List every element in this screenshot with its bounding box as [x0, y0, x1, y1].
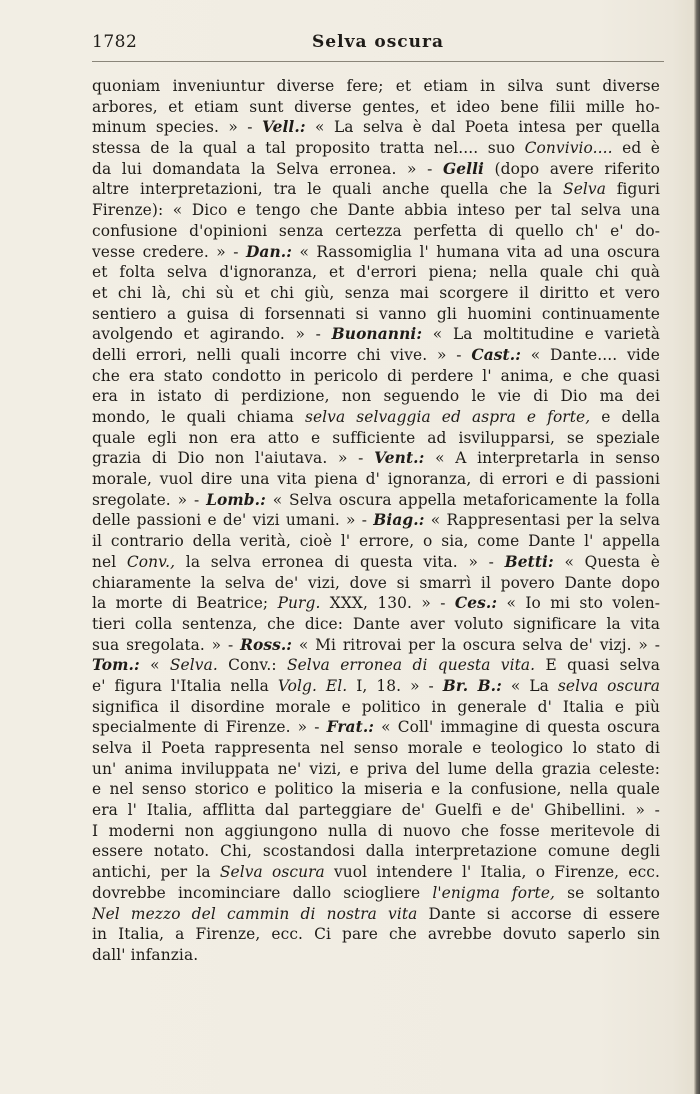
italic-text: Volg. El.	[277, 676, 348, 695]
text-line	[92, 904, 660, 925]
text-run: vuol intendere l' Italia, o Firenze, ecc.	[324, 863, 660, 882]
text-run: e della	[590, 408, 660, 426]
author-abbreviation: Dan.:	[245, 242, 293, 261]
text-run: specialmente di Firenze. » -	[92, 718, 327, 737]
italic-text: Purg.	[277, 594, 321, 613]
text-line	[92, 179, 660, 200]
text-run: « La moltitudine e varietà	[422, 325, 660, 344]
text-run: Conv.:	[217, 656, 287, 675]
text-run: minum species. » -	[92, 118, 262, 137]
text-line	[92, 97, 660, 118]
text-run: delli errori, nelli quali incorre chi vive. » -	[92, 345, 472, 364]
text-line	[92, 76, 660, 97]
text-run: altre interpretazioni, tra le quali anche quella che la	[92, 180, 564, 199]
text-run: chiaramente la selva de' vizi, dove si smarrì il povero Dante dopo	[92, 573, 660, 592]
text-line	[92, 469, 660, 490]
text-line	[92, 262, 660, 283]
text-line	[92, 800, 660, 821]
italic-text: Conv.,	[126, 552, 176, 571]
italic-text: Selva oscura	[219, 863, 325, 882]
author-abbreviation: Vent.:	[374, 449, 425, 468]
text-run: « A interpretarla in senso	[424, 449, 660, 468]
text-run: stessa de la qual a tal proposito tratta nel.... suo	[92, 139, 525, 158]
text-run: essere notato. Chi, scostandosi dalla interpretazione comune degli	[92, 842, 660, 861]
author-abbreviation: Buonanni:	[331, 325, 423, 344]
text-run: sentiero a guisa di forsennati si vanno gli huomini continuamente	[92, 304, 660, 323]
italic-text: Nel mezzo del cammin di nostra vita	[92, 904, 418, 923]
text-line	[92, 531, 660, 552]
text-line	[92, 200, 660, 221]
text-line	[92, 697, 660, 718]
text-run: dall' infanzia.	[92, 945, 199, 964]
text-run: XXX, 130. » -	[320, 594, 455, 613]
text-line	[92, 945, 660, 966]
text-line	[92, 242, 660, 263]
text-run: Dante si accorse di essere	[417, 904, 660, 923]
author-abbreviation: Gelli	[442, 159, 484, 178]
text-run: grazia di Dio non l'aiutava. » -	[92, 449, 375, 468]
author-abbreviation: Biag.:	[373, 511, 425, 530]
text-run: antichi, per la	[92, 863, 220, 882]
text-run: la selva erronea di questa vita. » -	[175, 552, 505, 571]
author-abbreviation: Cast.:	[471, 345, 521, 364]
book-spine-edge	[694, 0, 700, 1094]
text-run: « La	[501, 676, 558, 695]
text-run: morale, vuol dire una vita piena d' ignoranza, di errori e di passioni	[92, 470, 660, 489]
text-run: confusione d'opinioni senza certezza perfetta di quello ch' e' do-	[92, 221, 660, 240]
text-run: selva il Poeta rappresenta nel senso morale e teologico lo stato di	[92, 739, 660, 757]
italic-text: Selva erronea di questa vita.	[286, 656, 536, 675]
text-line	[92, 324, 660, 345]
text-line	[92, 366, 660, 387]
text-line	[92, 407, 660, 428]
text-run: delle passioni e de' vizi umani. » -	[92, 511, 374, 530]
text-run: « Questa è	[553, 552, 660, 571]
italic-text: Selva.	[169, 656, 218, 675]
italic-text: selva selvaggia ed aspra e forte,	[304, 408, 591, 426]
page-number: 1782	[92, 32, 138, 52]
text-run: e' figura l'Italia nella	[92, 676, 278, 695]
text-run: il contrario della verità, cioè l' errore, o sia, come Dante l' appella	[92, 532, 660, 551]
text-line	[92, 759, 660, 780]
text-line	[92, 821, 660, 842]
page-header	[92, 30, 664, 56]
text-run: che era stato condotto in pericolo di perdere l' anima, e che quasi	[92, 366, 660, 385]
text-line	[92, 862, 660, 883]
text-line	[92, 573, 660, 594]
text-line	[92, 428, 660, 449]
italic-text: l'enigma forte,	[432, 883, 556, 902]
text-line	[92, 883, 660, 904]
author-abbreviation: Br. B.:	[442, 676, 502, 695]
text-line	[92, 924, 660, 945]
text-line	[92, 138, 660, 159]
text-line	[92, 448, 660, 469]
text-run: E quasi selva	[535, 656, 660, 675]
header-rule	[92, 61, 664, 62]
text-run: era l' Italia, afflitta dal parteggiare de' Guelfi e de' Ghibellini. » -	[92, 801, 660, 820]
text-run: tieri colla sentenza, che dice: Dante aver voluto significare la vita	[92, 614, 660, 633]
text-run: vesse credere. » -	[92, 242, 246, 261]
text-run: « Selva oscura appella metaforicamente la folla	[265, 490, 660, 509]
text-run: arbores, et etiam sunt diverse gentes, et ideo bene filii mille ho-	[92, 97, 660, 116]
author-abbreviation: Vell.:	[261, 118, 306, 137]
text-line	[92, 510, 660, 531]
text-line	[92, 552, 660, 573]
text-line	[92, 304, 660, 325]
text-run: I moderni non aggiungono nulla di nuovo che fosse meritevole di	[92, 821, 660, 840]
text-run: quoniam inveniuntur diverse fere; et etiam in silva sunt diverse	[92, 77, 660, 95]
text-line	[92, 717, 660, 738]
text-run: avolgendo et agirando. » -	[92, 325, 332, 344]
text-run: «	[139, 656, 170, 675]
author-abbreviation: Ross.:	[240, 635, 293, 654]
author-abbreviation: Ces.:	[454, 594, 498, 613]
text-run: dovrebbe incominciare dallo sciogliere	[92, 883, 433, 902]
text-run: figuri	[606, 180, 660, 199]
text-run: et folta selva d'ignoranza, et d'errori piena; nella quale chi quà	[92, 263, 660, 282]
text-line	[92, 283, 660, 304]
text-run: sregolate. » -	[92, 490, 207, 509]
text-line	[92, 221, 660, 242]
text-run: significa il disordine morale e politico in generale d' Italia e più	[92, 697, 660, 716]
text-run: Firenze): « Dico e tengo che Dante abbia inteso per tal selva una	[92, 201, 660, 220]
text-run: e nel senso storico e politico la miseria e la confusione, nella quale	[92, 780, 660, 799]
text-run: « Coll' immagine di questa oscura	[374, 718, 660, 737]
text-run: mondo, le quali chiama	[92, 408, 305, 426]
text-line	[92, 738, 660, 759]
running-title: Selva oscura	[312, 32, 444, 52]
text-line	[92, 635, 660, 656]
italic-text: Selva	[563, 180, 606, 199]
body-text	[92, 76, 660, 966]
text-run: « Io mi sto volen-	[497, 594, 660, 613]
text-run: quale egli non era atto e sufficiente ad isvilupparsi, se speziale	[92, 428, 660, 447]
text-line	[92, 386, 660, 407]
text-run: « Rappresentasi per la selva	[424, 511, 660, 530]
author-abbreviation: Frat.:	[326, 718, 375, 737]
text-line	[92, 841, 660, 862]
text-line	[92, 593, 660, 614]
italic-text: selva oscura	[557, 676, 660, 695]
text-run: ed è	[612, 139, 660, 158]
author-abbreviation: Lomb.:	[206, 490, 266, 509]
text-run: da lui domandata la Selva erronea. » -	[92, 159, 443, 178]
text-run: se soltanto	[555, 883, 660, 902]
author-abbreviation: Betti:	[504, 552, 554, 571]
text-line	[92, 159, 660, 180]
text-run: in Italia, a Firenze, ecc. Ci pare che avrebbe dovuto saperlo sin	[92, 925, 660, 944]
text-run: sua sregolata. » -	[92, 635, 241, 654]
text-line	[92, 490, 660, 511]
text-run: la morte di Beatrice;	[92, 594, 278, 613]
text-run: I, 18. » -	[347, 676, 443, 695]
text-run: « La selva è dal Poeta intesa per quella	[305, 118, 660, 137]
italic-text: Convivio....	[524, 139, 613, 158]
text-line	[92, 676, 660, 697]
text-run: (dopo avere riferito	[483, 159, 660, 178]
text-run: nel	[92, 552, 127, 571]
text-line	[92, 779, 660, 800]
text-run: « Dante.... vide	[520, 345, 660, 364]
text-run: et chi là, chi sù et chi giù, senza mai scorgere il diritto et vero	[92, 283, 660, 302]
text-run: un' anima inviluppata ne' vizi, e priva del lume della grazia celeste:	[92, 759, 660, 778]
text-line	[92, 655, 660, 676]
text-run: era in istato di perdizione, non seguendo le vie di Dio ma dei	[92, 387, 660, 406]
text-line	[92, 117, 660, 138]
text-line	[92, 614, 660, 635]
text-run: « Mi ritrovai per la oscura selva de' vizj. » -	[292, 635, 660, 654]
author-abbreviation: Tom.:	[92, 656, 140, 675]
text-run: « Rassomiglia l' humana vita ad una oscura	[292, 242, 660, 261]
text-line	[92, 345, 660, 366]
